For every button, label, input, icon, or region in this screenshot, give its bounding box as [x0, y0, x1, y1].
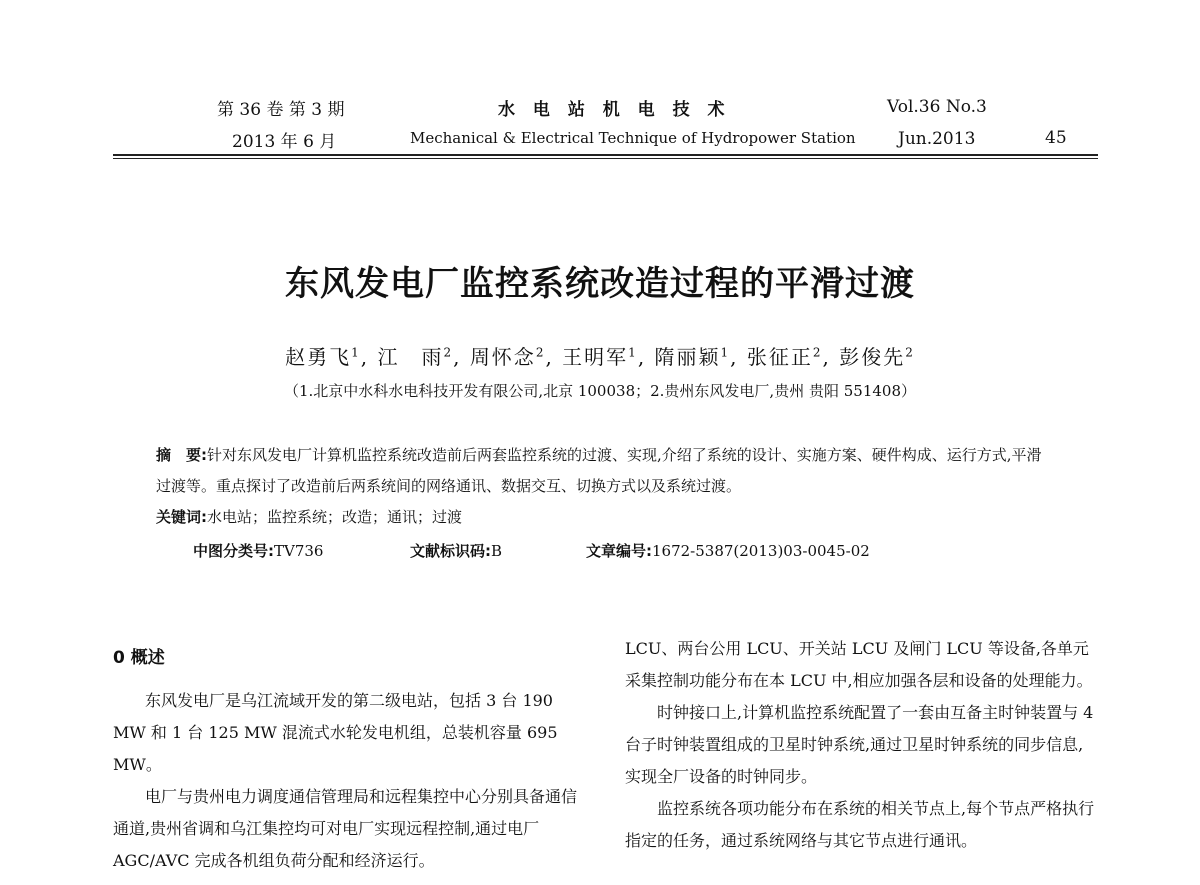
abstract-text: 针对东风发电厂计算机监控系统改造前后两套监控系统的过渡、实现,介绍了系统的设计、实施方案、硬件构成、运行方式,平滑过渡等。重点探讨了改造前后两系统间的网络通讯、数据交互、切换方式以及系统过渡。	[156, 446, 1042, 495]
author: 隋丽颖$^1$	[654, 345, 731, 369]
publication-date-cn: 2013 年 6 月	[232, 132, 337, 152]
author: 张征正$^2$	[746, 345, 823, 369]
journal-name-cn: 水 电 站 机 电 技 术	[498, 100, 731, 120]
paragraph: 东风发电厂是乌江流域开发的第二级电站，包括 3 台 190 MW 和 1 台 125 MW 混流式水轮发电机组，总装机容量 695 MW。	[113, 691, 558, 774]
author: 周怀念$^2$	[469, 345, 546, 369]
journal-name-en: Mechanical & Electrical Technique of Hydropower Station	[410, 129, 856, 147]
document-code: 文献标识码:B	[410, 542, 503, 560]
paragraph: 时钟接口上,计算机监控系统配置了一套由互备主时钟装置与 4 台子时钟装置组成的卫星时钟系统,通过卫星时钟系统的同步信息,实现全厂设备的时钟同步。	[625, 703, 1094, 786]
author: 王明军$^1$	[562, 345, 638, 369]
section-heading: 0 概述	[113, 648, 165, 668]
clc-code: 中图分类号:TV736	[193, 542, 324, 560]
author: 赵勇飞$^1$	[285, 345, 361, 369]
article-title: 东风发电厂监控系统改造过程的平滑过渡	[285, 264, 915, 304]
publication-date-en: Jun.2013	[898, 129, 976, 149]
keywords-label: 关键词:	[156, 508, 207, 526]
header-rule	[113, 154, 1098, 156]
left-column	[113, 685, 585, 877]
abstract-block	[156, 440, 1056, 533]
author-list: 赵勇飞$^1$, 江 雨$^2$, 周怀念$^2$, 王明军$^1$, 隋丽颖$^1$, 张征正$^2$, 彭俊先$^2$	[285, 345, 915, 369]
page-number: 45	[1045, 128, 1067, 148]
paragraph: LCU、两台公用 LCU、开关站 LCU 及闸门 LCU 等设备,各单元采集控制功能分布在本 LCU 中,相应加强各层和设备的处理能力。	[625, 639, 1093, 690]
keywords-text: 水电站；监控系统；改造；通讯；过渡	[207, 508, 463, 526]
article-number: 文章编号:1672-5387(2013)03-0045-02	[586, 542, 870, 560]
paragraph: 监控系统各项功能分布在系统的相关节点上,每个节点严格执行指定的任务，通过系统网络与其它节点进行通讯。	[625, 799, 1095, 850]
affiliations: （1.北京中水科水电科技开发有限公司,北京 100038；2.贵州东风发电厂,贵州 贵阳 551408）	[284, 382, 916, 400]
author: 江 雨$^2$	[377, 345, 454, 369]
right-column	[625, 633, 1097, 857]
abstract	[156, 440, 1056, 502]
volume-issue: 第 36 卷 第 3 期	[217, 100, 345, 120]
author: 彭俊先$^2$	[839, 345, 915, 369]
volume-issue-en: Vol.36 No.3	[887, 97, 987, 117]
abstract-label: 摘 要:	[156, 446, 207, 464]
paragraph: 电厂与贵州电力调度通信管理局和远程集控中心分别具备通信通道,贵州省调和乌江集控均可对电厂实现远程控制,通过电厂 AGC/AVC 完成各机组负荷分配和经济运行。	[113, 787, 578, 870]
keywords	[156, 502, 1056, 533]
header-rule-thin	[113, 158, 1098, 159]
